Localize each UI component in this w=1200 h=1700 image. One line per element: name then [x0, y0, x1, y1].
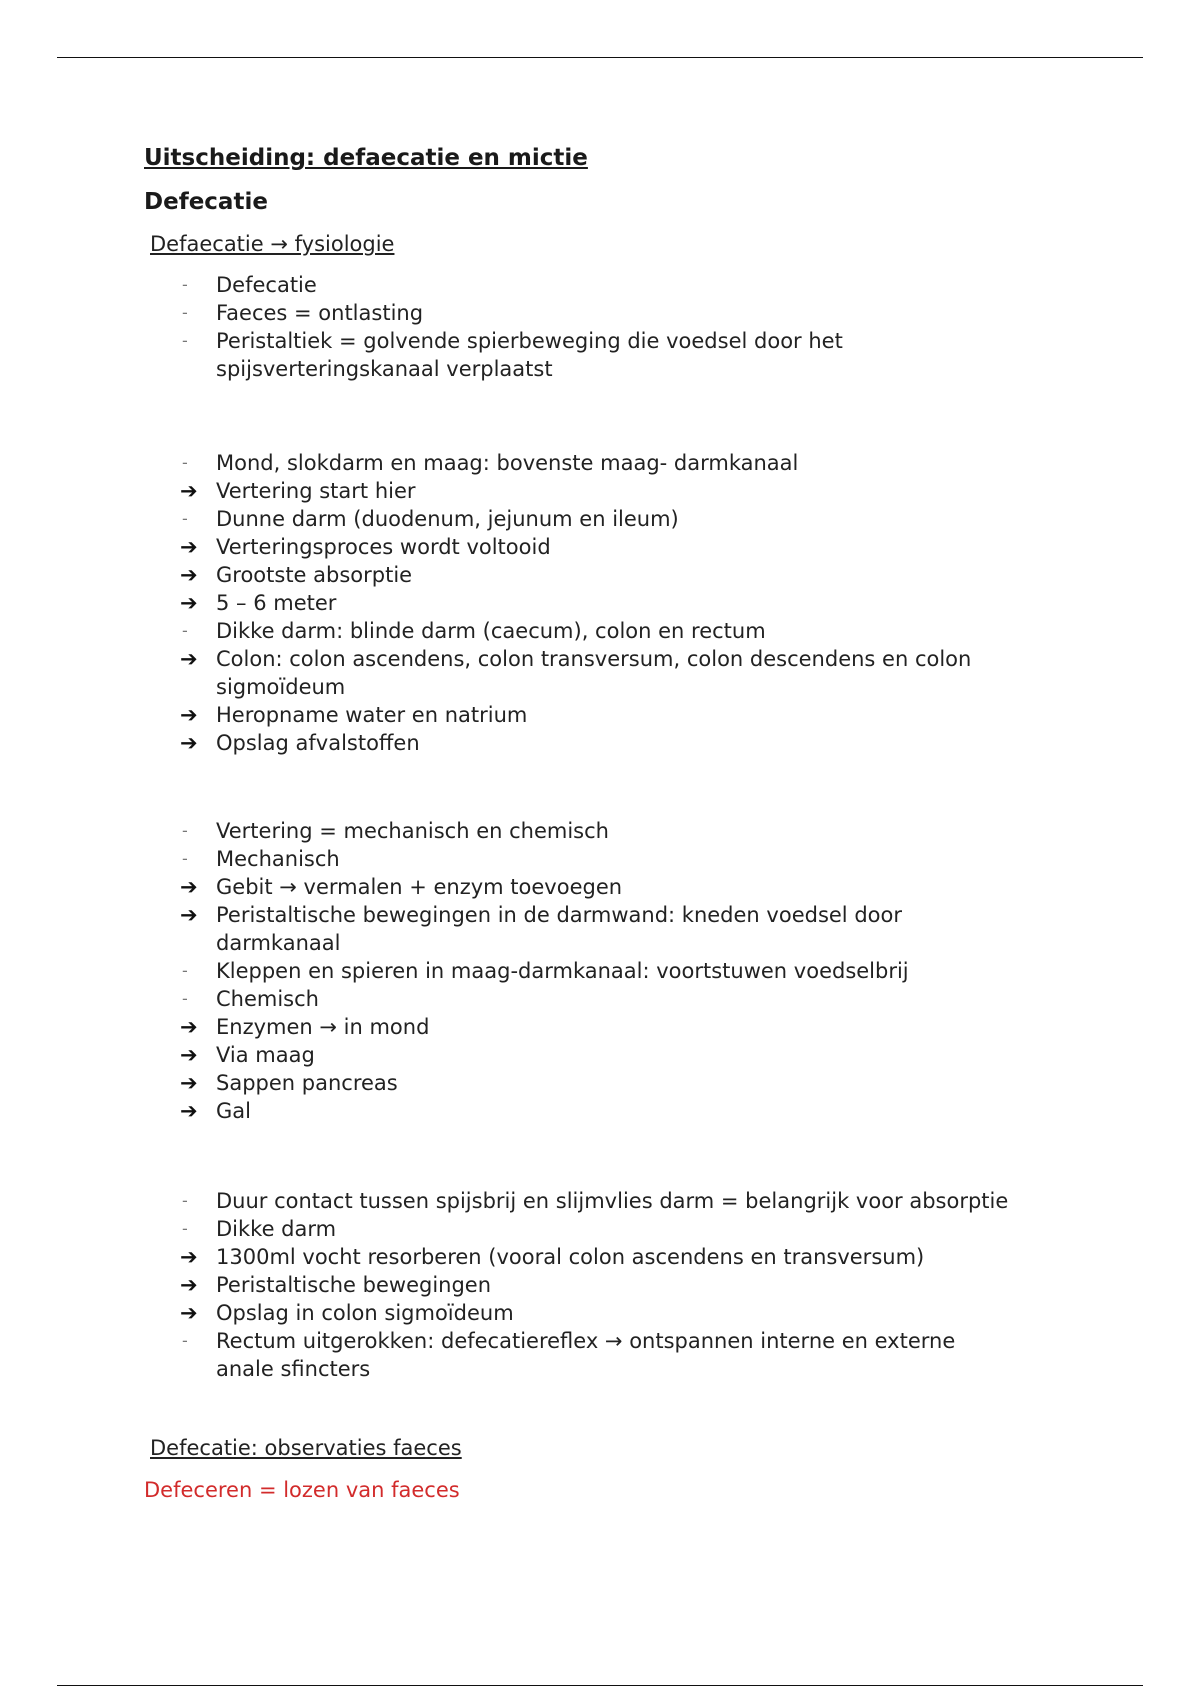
- list-group-4: [144, 1187, 1084, 1383]
- list-group-1: [144, 271, 1084, 383]
- list-item: - Defecatie: [182, 273, 317, 297]
- arrow-bullet-icon: ➔: [180, 1099, 198, 1123]
- list-item: ➔ Grootste absorptie: [180, 563, 413, 587]
- list-item: ➔ Via maag: [180, 1043, 315, 1067]
- arrow-bullet-icon: ➔: [180, 1043, 198, 1067]
- list-item: - Dunne darm (duodenum, jejunum en ileum): [182, 507, 679, 531]
- dash-bullet: -: [182, 1191, 188, 1210]
- dash-bullet: -: [182, 509, 188, 528]
- list-item: ➔ Heropname water en natrium: [180, 703, 528, 727]
- arrow-bullet-icon: ➔: [180, 731, 198, 755]
- list-item: - Duur contact tussen spijsbrij en slijmvlies darm = belangrijk voor absorptie: [182, 1189, 1009, 1213]
- arrow-bullet-icon: ➔: [180, 1015, 198, 1039]
- document-body: [144, 141, 1084, 1505]
- list-item: - Peristaltiek = golvende spierbeweging die voedsel door het spijsverteringskanaal verplaatst: [182, 329, 843, 381]
- list-item: ➔ Opslag afvalstoffen: [180, 731, 420, 755]
- document-title: Uitscheiding: defaecatie en mictie: [144, 145, 588, 171]
- subsection-observaties: Defecatie: observaties faeces: [150, 1436, 462, 1460]
- list-item: ➔ Gal: [180, 1099, 251, 1123]
- arrow-bullet-icon: ➔: [180, 1273, 198, 1297]
- list-item: ➔ Peristaltische bewegingen: [180, 1273, 492, 1297]
- list-item: - Rectum uitgerokken: defecatiereflex → ontspannen interne en externe anale sfincters: [182, 1329, 956, 1381]
- list-item: ➔ Sappen pancreas: [180, 1071, 398, 1095]
- arrow-bullet-icon: ➔: [180, 1245, 198, 1269]
- list-item: ➔ Gebit → vermalen + enzym toevoegen: [180, 875, 623, 899]
- arrow-bullet-icon: ➔: [180, 563, 198, 587]
- dash-bullet: -: [182, 303, 188, 322]
- dash-bullet: -: [182, 275, 188, 294]
- list-item: ➔ Verteringsproces wordt voltooid: [180, 535, 551, 559]
- list-item: ➔ Enzymen → in mond: [180, 1015, 430, 1039]
- list-group-2: [144, 449, 1084, 757]
- footer-rule: [57, 1685, 1143, 1686]
- list-item: - Chemisch: [182, 987, 319, 1011]
- dash-bullet: -: [182, 1331, 188, 1350]
- arrow-bullet-icon: ➔: [180, 1071, 198, 1095]
- subsection-fysiologie: Defaecatie → fysiologie: [150, 232, 395, 256]
- dash-bullet: -: [182, 331, 188, 350]
- list-item: - Kleppen en spieren in maag-darmkanaal: voortstuwen voedselbrij: [182, 959, 909, 983]
- list-item: - Faeces = ontlasting: [182, 301, 424, 325]
- header-rule: [57, 57, 1143, 58]
- dash-bullet: -: [182, 849, 188, 868]
- list-item: - Dikke darm: blinde darm (caecum), colon en rectum: [182, 619, 766, 643]
- list-item: - Mechanisch: [182, 847, 340, 871]
- dash-bullet: -: [182, 621, 188, 640]
- list-item: ➔ 1300ml vocht resorberen (vooral colon ascendens en transversum): [180, 1245, 925, 1269]
- dash-bullet: -: [182, 1219, 188, 1238]
- arrow-bullet-icon: ➔: [180, 647, 198, 671]
- highlight-definition: Defeceren = lozen van faeces: [144, 1478, 460, 1502]
- list-item: ➔ Vertering start hier: [180, 479, 416, 503]
- arrow-bullet-icon: ➔: [180, 703, 198, 727]
- list-item: - Dikke darm: [182, 1217, 337, 1241]
- list-item: ➔ 5 – 6 meter: [180, 591, 337, 615]
- list-item: ➔ Colon: colon ascendens, colon transversum, colon descendens en colon sigmoïdeum: [180, 647, 972, 699]
- dash-bullet: -: [182, 989, 188, 1008]
- section-title: Defecatie: [144, 189, 268, 215]
- arrow-bullet-icon: ➔: [180, 875, 198, 899]
- list-item: ➔ Opslag in colon sigmoïdeum: [180, 1301, 514, 1325]
- arrow-bullet-icon: ➔: [180, 591, 198, 615]
- arrow-bullet-icon: ➔: [180, 903, 198, 927]
- list-item: - Vertering = mechanisch en chemisch: [182, 819, 609, 843]
- arrow-bullet-icon: ➔: [180, 535, 198, 559]
- arrow-bullet-icon: ➔: [180, 479, 198, 503]
- dash-bullet: -: [182, 821, 188, 840]
- dash-bullet: -: [182, 453, 188, 472]
- dash-bullet: -: [182, 961, 188, 980]
- list-group-3: [144, 817, 1084, 1125]
- list-item: ➔ Peristaltische bewegingen in de darmwand: kneden voedsel door darmkanaal: [180, 903, 902, 955]
- list-item: - Mond, slokdarm en maag: bovenste maag- darmkanaal: [182, 451, 799, 475]
- arrow-bullet-icon: ➔: [180, 1301, 198, 1325]
